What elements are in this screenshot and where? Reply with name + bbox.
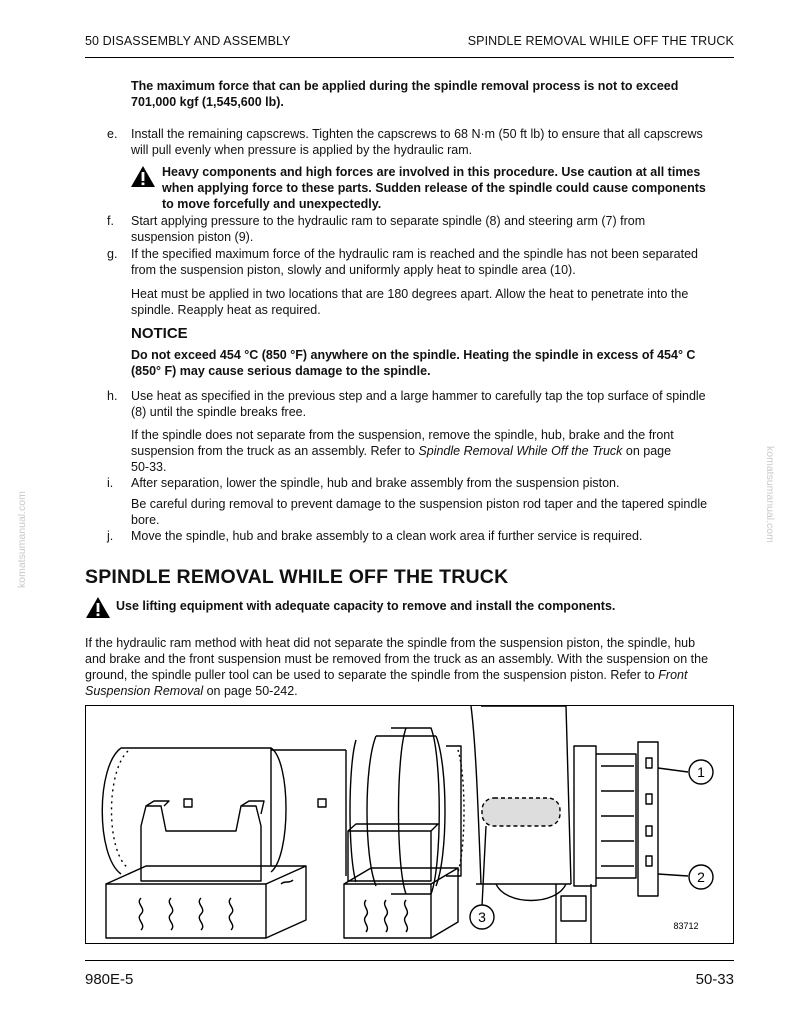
notice-title: NOTICE [131,325,188,342]
step-h-label: h. [107,389,118,403]
step-i-label: i. [107,476,114,490]
step-h-note-line1: If the spindle does not separate from the suspension, remove the spindle, hub, brake and the front [131,428,674,442]
figure-number: 83712 [673,921,699,931]
notice-line1: Do not exceed 454 °C (850 °F) anywhere on the spindle. Heating the spindle in excess of 454° C [131,348,696,362]
watermark-right: komatsumanual.com [764,446,776,543]
notice-line2: (850° F) may cause serious damage to the spindle. [131,364,431,378]
watermark-left: komatsumanual.com [16,491,28,588]
spindle-illustration [86,706,734,944]
step-h-line2: (8) until the spindle breaks free. [131,405,307,419]
callout-3-label: 3 [478,909,486,925]
body-line2: and brake and the front suspension must be removed from the truck as an assembly. With the suspension on the [85,652,709,666]
step-f-line2: suspension piston (9). [131,230,254,244]
step-g-line1: If the specified maximum force of the hydraulic ram is reached and the spindle has not been separated [131,247,698,261]
step-j-line1: Move the spindle, hub and brake assembly to a clean work area if further service is required. [131,529,643,543]
spindle-removal-reference[interactable]: Spindle Removal While Off the Truck [418,444,623,458]
step-f-label: f. [107,214,114,228]
step-h-note-line2 [131,443,735,459]
step-g-note-line2: spindle. Reapply heat as required. [131,303,321,317]
step-g-line2: from the suspension piston, slowly and uniformly apply heat to spindle area (10). [131,263,576,277]
warning-icon [130,165,156,188]
step-e-label: e. [107,127,118,141]
footer-model: 980E-5 [85,971,134,988]
spindle-assembly-figure [85,705,734,944]
warning1-line1: Heavy components and high forces are involved in this procedure. Use caution at all times [162,165,701,179]
callout-2-label: 2 [697,869,705,885]
step-g-label: g. [107,247,118,261]
header-section-title: 50 DISASSEMBLY AND ASSEMBLY [85,34,291,48]
step-j-label: j. [107,529,114,543]
header-topic-title: SPINDLE REMOVAL WHILE OFF THE TRUCK [467,34,734,48]
step-i-line1: After separation, lower the spindle, hub and brake assembly from the suspension piston. [131,476,620,490]
front-suspension-reference[interactable]: Front [658,668,688,682]
body-line4-text: on page 50-242. [203,684,298,698]
step-h-note-text: suspension from the truck as an assembly. Refer to [131,444,419,458]
footer-page-number: 50-33 [695,971,734,988]
header-divider [85,57,734,58]
front-suspension-reference-cont[interactable]: Suspension Removal [85,684,204,698]
force-limit-caution-line2: 701,000 kgf (1,545,600 lb). [131,95,284,109]
step-i-note-line2: bore. [131,513,160,527]
step-h-line1: Use heat as specified in the previous step and a large hammer to carefully tap the top surface of spindle [131,389,706,403]
body-line4 [85,683,740,699]
step-e-line1: Install the remaining capscrews. Tighten the capscrews to 68 N·m (50 ft lb) to ensure that all capscrews [131,127,703,141]
warning1-line3: to move forcefully and unexpectedly. [162,197,382,211]
step-g-note-line1: Heat must be applied in two locations that are 180 degrees apart. Allow the heat to penetrate into the [131,287,689,301]
warning1-line2: when applying force to these parts. Sudden release of the spindle could cause components [162,181,706,195]
force-limit-caution-line1: The maximum force that can be applied during the spindle removal process is not to exceed [131,79,679,93]
step-i-note-line1: Be careful during removal to prevent damage to the suspension piston rod taper and the tapered spindle [131,497,708,511]
section-heading: SPINDLE REMOVAL WHILE OFF THE TRUCK [85,566,509,588]
body-line3 [85,667,740,683]
warning-icon [85,596,111,619]
step-f-line1: Start applying pressure to the hydraulic ram to separate spindle (8) and steering arm (7) from [131,214,646,228]
body-line1: If the hydraulic ram method with heat did not separate the spindle from the suspension piston, the spindle, hub [85,636,696,650]
callout-1-label: 1 [697,764,705,780]
step-h-note-line3: 50-33. [131,460,167,474]
step-e-line2: will pull evenly when pressure is applied by the hydraulic ram. [131,143,473,157]
body-line3-text: ground, the spindle puller tool can be used to separate the spindle from the suspension piston. Refer to [85,668,659,682]
footer-divider [85,960,734,961]
lifting-warning: Use lifting equipment with adequate capacity to remove and install the components. [116,599,616,613]
step-h-note-tail: on page [622,444,672,458]
